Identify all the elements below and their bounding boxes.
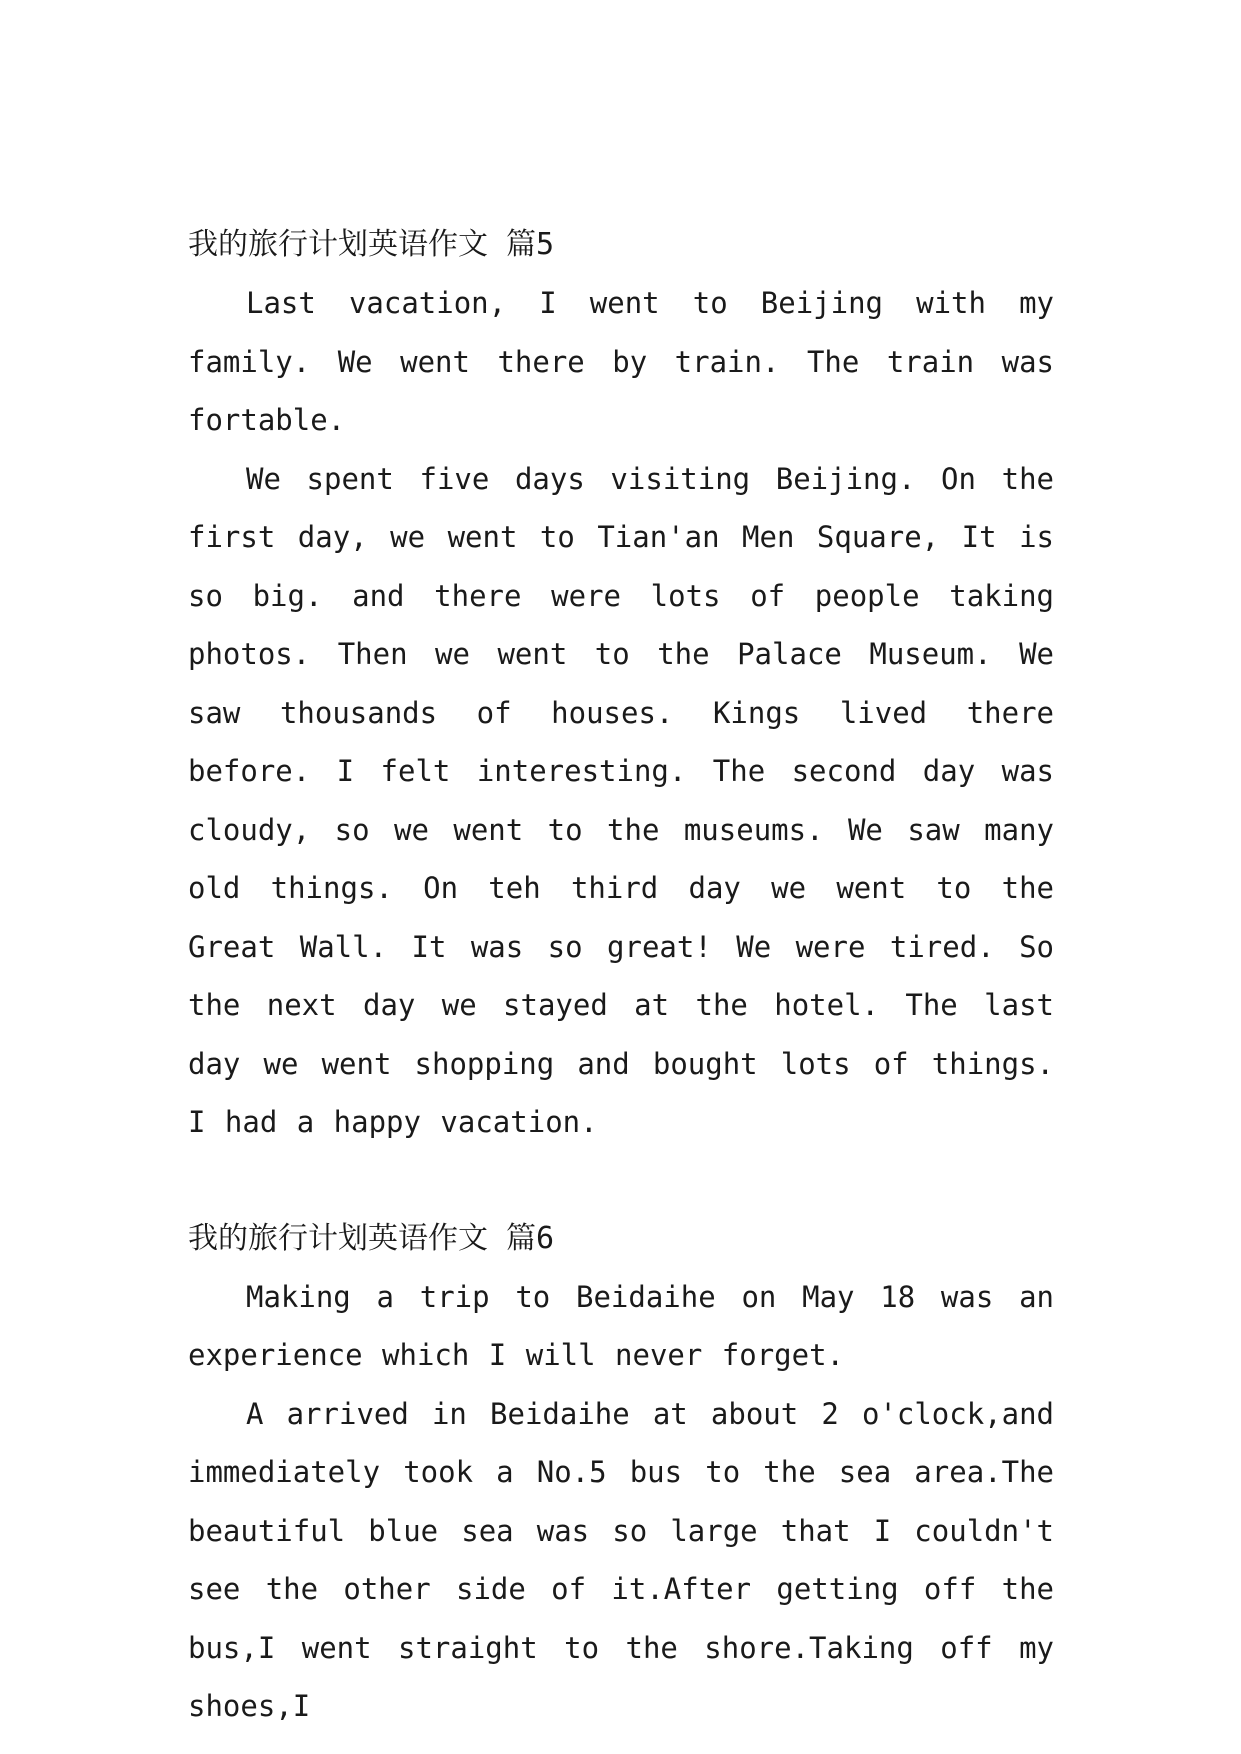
paragraph: Last vacation, I went to Beijing with my family. We went there by train. The train was fortable. xyxy=(188,286,1054,437)
essay-section-5 xyxy=(188,216,1054,1152)
paragraph: A arrived in Beidaihe at about 2 o'clock,and immediately took a No.5 bus to the sea area.The beautiful blue sea was so large that I couldn't see the other side of it.After getting off the bus,I went straight to the shore.Taking off my shoes,I xyxy=(188,1396,1054,1723)
paragraph: We spent five days visiting Beijing. On the first day, we went to Tian'an Men Square, It is so big. and there were lots of people taking photos. Then we went to the Palace Museum. We saw thousands of houses. Kings lived there before. I felt interesting. The second day was cloudy, so we went to the museums. We saw many old things. On teh third day we went to the Great Wall. It was so great! We were tired. So the next day we stayed at the hotel. The last day we went shopping and bought lots of things. I had a happy vacation. xyxy=(188,461,1054,1139)
document-body xyxy=(188,216,1054,1736)
section-heading: 我的旅行计划英语作文 篇6 xyxy=(188,1220,555,1256)
section-spacer xyxy=(188,1152,1054,1210)
paragraph: Making a trip to Beidaihe on May 18 was an experience which I will never forget. xyxy=(188,1279,1054,1372)
essay-section-6 xyxy=(188,1210,1054,1736)
section-heading: 我的旅行计划英语作文 篇5 xyxy=(188,227,555,262)
